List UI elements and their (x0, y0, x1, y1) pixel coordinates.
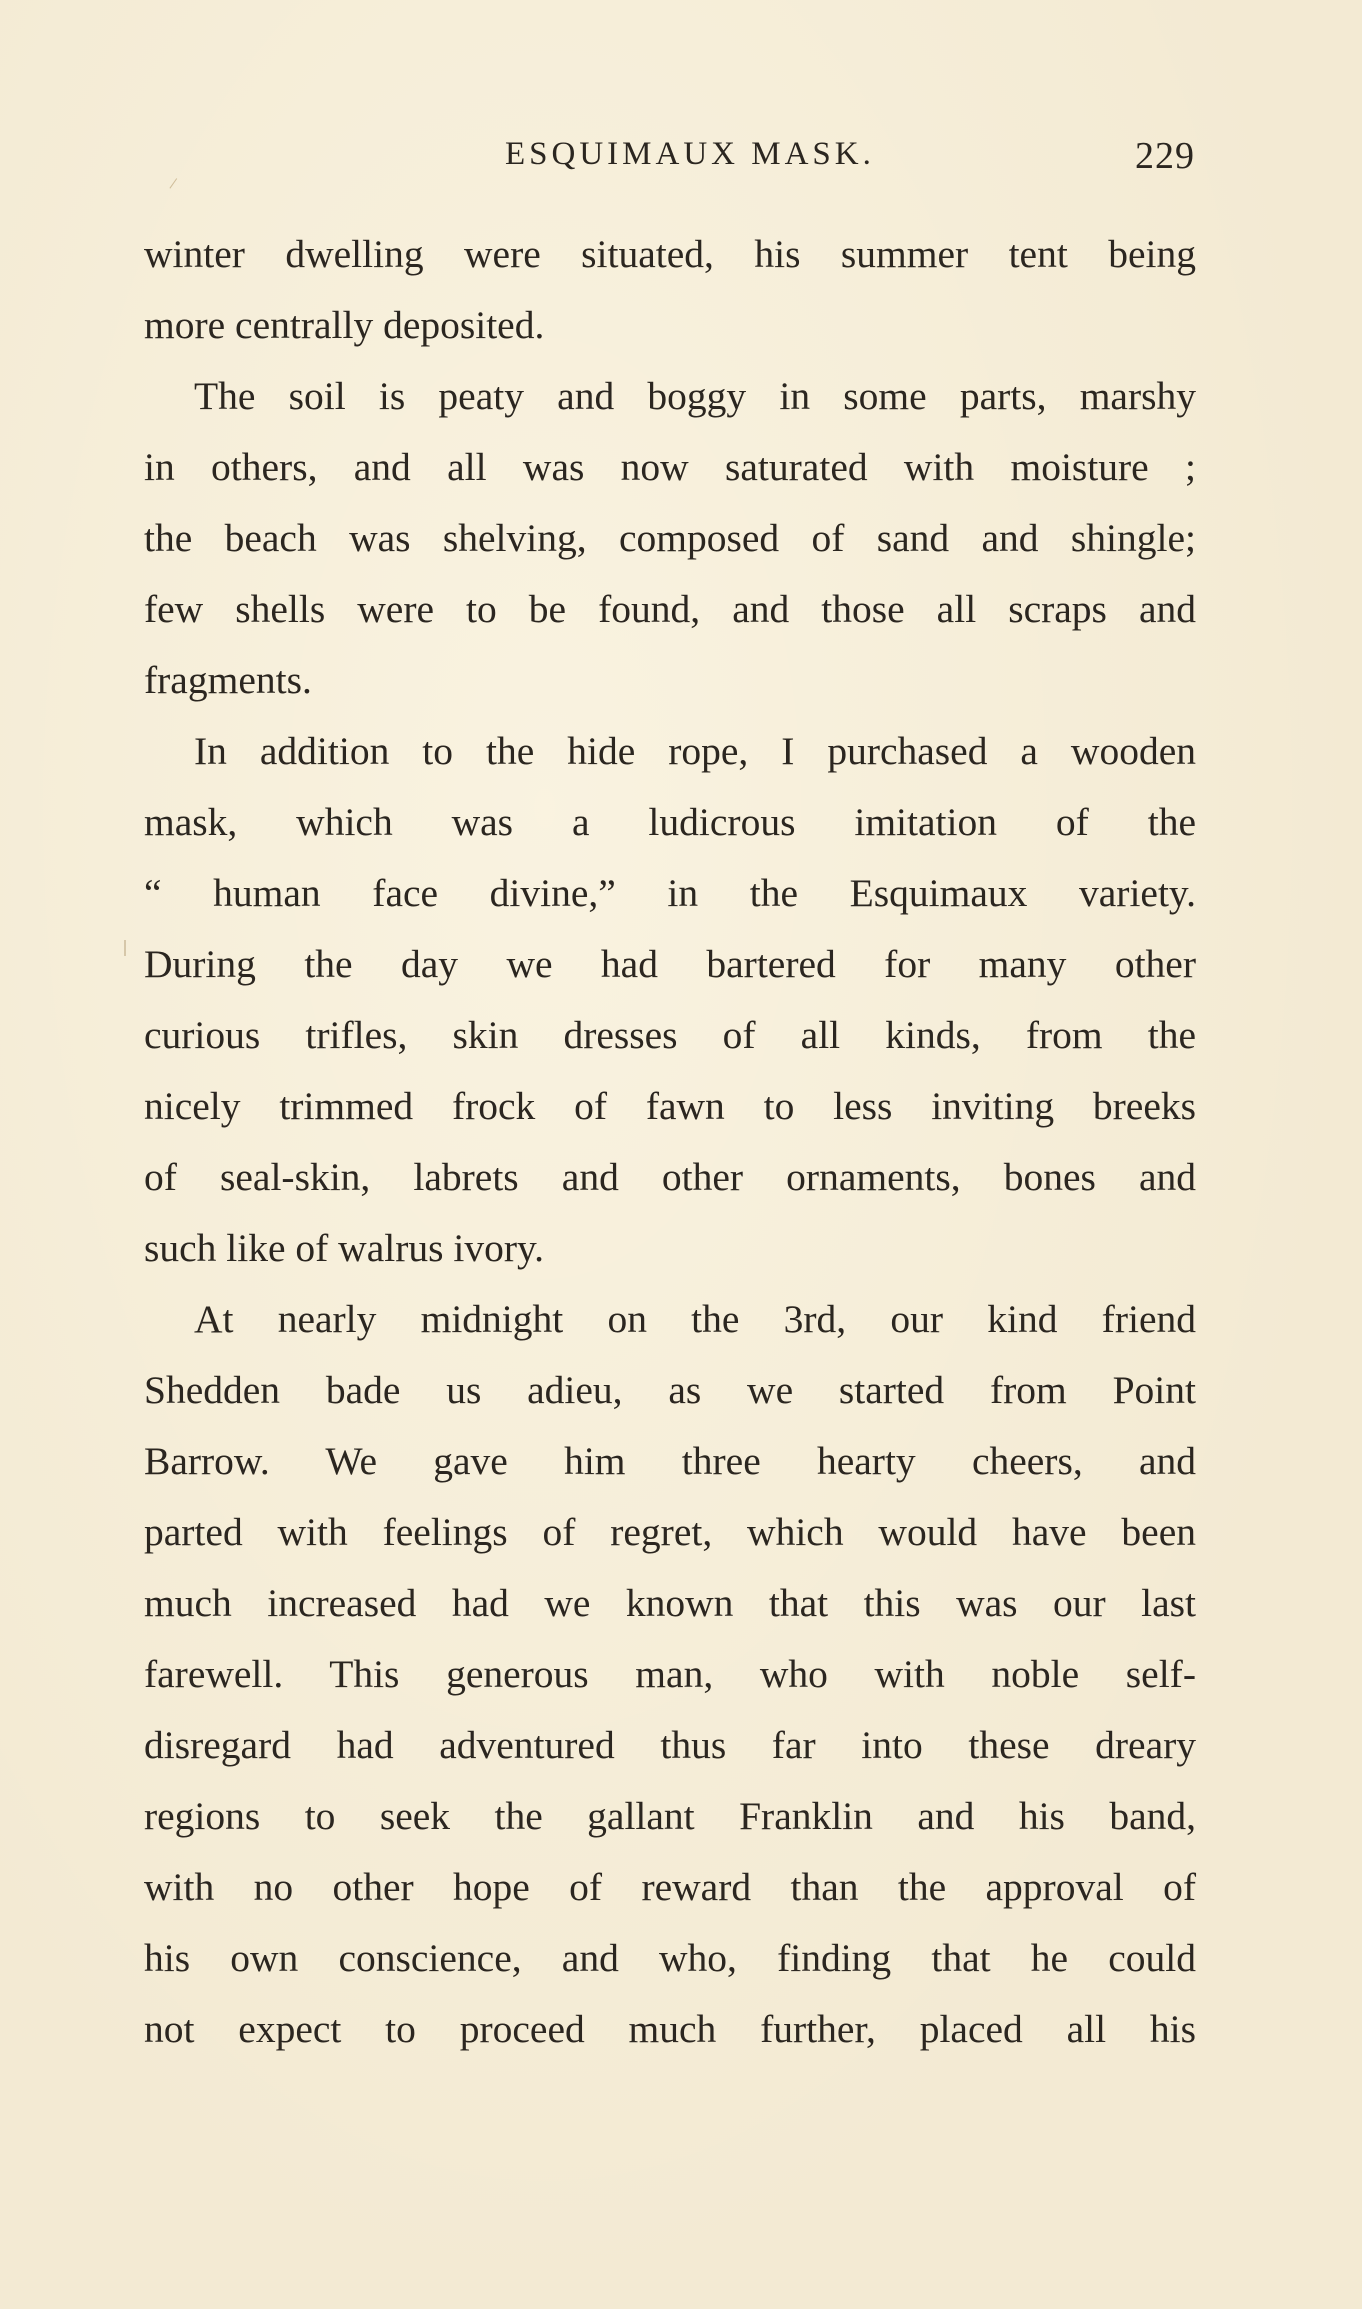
running-title: ESQUIMAUX MASK. (505, 136, 875, 172)
text-line: much increased had we known that this was our last (144, 1581, 1196, 1625)
text-line: nicely trimmed frock of fawn to less inviting breeks (144, 1084, 1196, 1128)
text-line: the beach was shelving, composed of sand and shingle; (144, 516, 1196, 560)
text-line: disregard had adventured thus far into these dreary (144, 1723, 1196, 1767)
text-line: During the day we had bartered for many other (144, 942, 1196, 986)
text-line: fragments. (144, 658, 312, 702)
text-line: The soil is peaty and boggy in some parts, marshy (194, 374, 1196, 418)
running-head (0, 136, 1362, 186)
margin-mark (124, 940, 126, 956)
text-line: curious trifles, skin dresses of all kinds, from the (144, 1013, 1196, 1057)
text-line: “ human face divine,” in the Esquimaux variety. (144, 871, 1196, 915)
text-line: with no other hope of reward than the approval of (144, 1865, 1196, 1909)
text-line: Shedden bade us adieu, as we started from Point (144, 1368, 1196, 1412)
text-line: not expect to proceed much further, placed all his (144, 2007, 1196, 2051)
text-line: mask, which was a ludicrous imitation of the (144, 800, 1196, 844)
text-line: farewell. This generous man, who with noble self- (144, 1652, 1196, 1696)
text-line: his own conscience, and who, finding that he could (144, 1936, 1196, 1980)
text-line: of seal-skin, labrets and other ornaments, bones and (144, 1155, 1196, 1199)
text-line: At nearly midnight on the 3rd, our kind friend (194, 1297, 1196, 1341)
page-number: 229 (1135, 135, 1195, 177)
text-line: in others, and all was now saturated with moisture ; (144, 445, 1196, 489)
text-line: parted with feelings of regret, which would have been (144, 1510, 1196, 1554)
text-line: more centrally deposited. (144, 303, 545, 347)
text-line: Barrow. We gave him three hearty cheers, and (144, 1439, 1196, 1483)
text-line: few shells were to be found, and those all scraps and (144, 587, 1196, 631)
text-line: In addition to the hide rope, I purchased a wooden (194, 729, 1196, 773)
text-line: winter dwelling were situated, his summer tent being (144, 232, 1196, 276)
body-text (144, 226, 1196, 2072)
text-line: regions to seek the gallant Franklin and his band, (144, 1794, 1196, 1838)
text-line: such like of walrus ivory. (144, 1226, 545, 1270)
